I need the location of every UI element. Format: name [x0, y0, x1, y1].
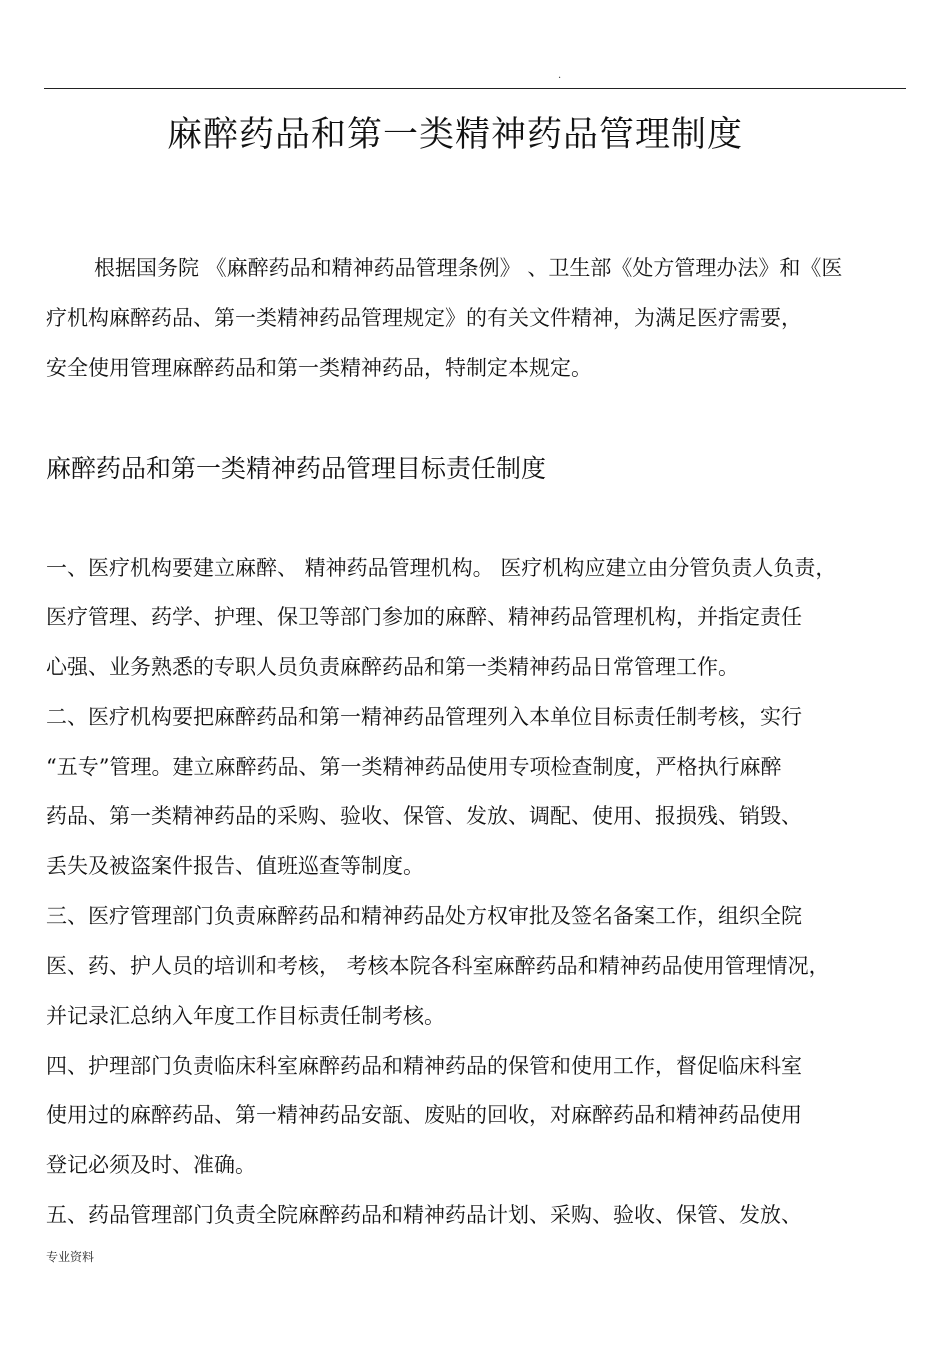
- body-line: 五、药品管理部门负责全院麻醉药品和精神药品计划、采购、验收、保管、发放、: [46, 1203, 802, 1227]
- body-line: 医、药、护人员的培训和考核， 考核本院各科室麻醉药品和精神药品使用管理情况，: [46, 954, 830, 978]
- body-line: 丢失及被盗案件报告、值班巡查等制度。: [46, 854, 424, 878]
- intro-line: 疗机构麻醉药品、第一类精神药品管理规定》的有关文件精神，为满足医疗需要，: [46, 306, 802, 330]
- body-line: 登记必须及时、准确。: [46, 1153, 256, 1177]
- body-line: 三、医疗管理部门负责麻醉药品和精神药品处方权审批及签名备案工作，组织全院: [46, 904, 802, 928]
- section-heading: 麻醉药品和第一类精神药品管理目标责任制度: [46, 454, 547, 483]
- body-line: 使用过的麻醉药品、第一精神药品安瓿、废贴的回收，对麻醉药品和精神药品使用: [46, 1103, 802, 1127]
- footer-label: 专业资料: [46, 1250, 95, 1264]
- body-line: 医疗管理、药学、护理、保卫等部门参加的麻醉、精神药品管理机构，并指定责任: [46, 605, 802, 629]
- body-line: 二、医疗机构要把麻醉药品和第一精神药品管理列入本单位目标责任制考核，实行: [46, 705, 802, 729]
- body-line: “五专”管理。建立麻醉药品、第一类精神药品使用专项检查制度，严格执行麻醉: [46, 755, 782, 779]
- header-mark: .: [558, 70, 562, 81]
- body-line: 并记录汇总纳入年度工作目标责任制考核。: [46, 1004, 445, 1028]
- document-title: 麻醉药品和第一类精神药品管理制度: [166, 115, 743, 155]
- intro-line: 安全使用管理麻醉药品和第一类精神药品，特制定本规定。: [46, 356, 592, 380]
- body-line: 四、护理部门负责临床科室麻醉药品和精神药品的保管和使用工作，督促临床科室: [46, 1054, 802, 1078]
- body-line: 药品、第一类精神药品的采购、验收、保管、发放、调配、使用、报损残、销毁、: [46, 804, 802, 828]
- header-rule: [44, 88, 906, 89]
- body-line: 一、医疗机构要建立麻醉、 精神药品管理机构。 医疗机构应建立由分管负责人负责，: [46, 556, 837, 580]
- body-line: 心强、业务熟悉的专职人员负责麻醉药品和第一类精神药品日常管理工作。: [46, 655, 739, 679]
- intro-line: 根据国务院 《麻醉药品和精神药品管理条例》 、卫生部《处方管理办法》和《医: [94, 256, 843, 280]
